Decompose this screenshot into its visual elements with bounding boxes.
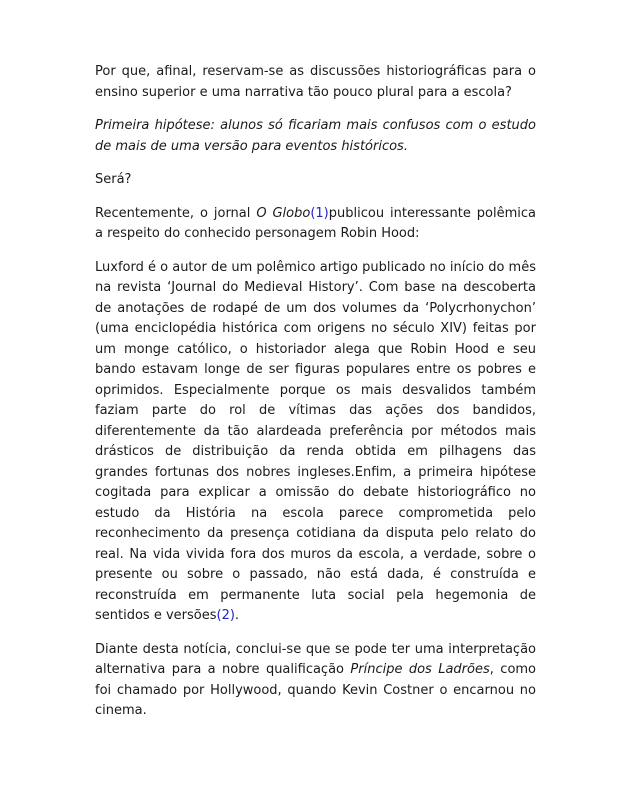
- footnote-link-2[interactable]: (2): [216, 608, 235, 623]
- luxford-quote-text: Luxford é o autor de um polêmico artigo publicado no início do mês na revista ‘Journal do Medieval History’. Com base na descoberta de anotações de rodapé de um dos volumes da ‘Polycrhonychon’ (uma enciclopédia histórica com origens no século XIV) feitas por um monge católico, o historiador alega que Robin Hood e seu bando estavam longe de ser figuras populares entre os pobres e oprimidos. Especialmente porque os mais desvalidos também faziam parte do rol de vítimas das ações dos bandidos, diferentemente da tão alardeada preferência por métodos mais drásticos de distribuição da renda obtida em pilhagens das grandes fortunas dos nobres ingleses.Enfim, a primeira hipótese cogitada para explicar a omissão do debate historiográfico no estudo da História na escola parece comprometida pelo reconhecimento da presença cotidiana da disputa pelo relato do real. Na vida vivida fora dos muros da escola, a verdade, sobre o presente ou sobre o passado, não está dada, é construída e reconstruída em permanente luta social pela hegemonia de sentidos e versões: [95, 259, 536, 623]
- document-body: [95, 62, 536, 735]
- paragraph-first-hypothesis: Primeira hipótese: alunos só ficariam mais confusos com o estudo de mais de uma versão para eventos históricos.: [95, 118, 536, 154]
- film-title: Príncipe dos Ladrões: [350, 662, 490, 677]
- newspaper-name: O Globo: [256, 205, 311, 221]
- paragraph-sera: Será?: [95, 172, 132, 187]
- o-globo-rest-text: publicou interessante polêmica a respeito do conhecido personagem Robin Hood:: [95, 205, 536, 241]
- conclusion-rest-text: , como foi chamado por Hollywood, quando Kevin Costner o encarnou no cinema.: [95, 662, 537, 718]
- paragraph-question: Por que, afinal, reservam-se as discussões historiográficas para o ensino superior e uma narrativa tão pouco plural para a escola?: [95, 64, 536, 100]
- conclusion-intro-text: Diante desta notícia, conclui-se que se pode ter uma interpretação alternativa para a nobre qualificação: [95, 641, 536, 677]
- paragraph-o-globo: [95, 204, 536, 245]
- luxford-quote-end: .: [234, 608, 240, 623]
- footnote-link-1[interactable]: (1): [310, 205, 329, 221]
- paragraph-conclusion: [95, 640, 536, 722]
- o-globo-intro-text: Recentemente, o jornal: [95, 205, 257, 221]
- paragraph-quote-luxford: [95, 258, 536, 627]
